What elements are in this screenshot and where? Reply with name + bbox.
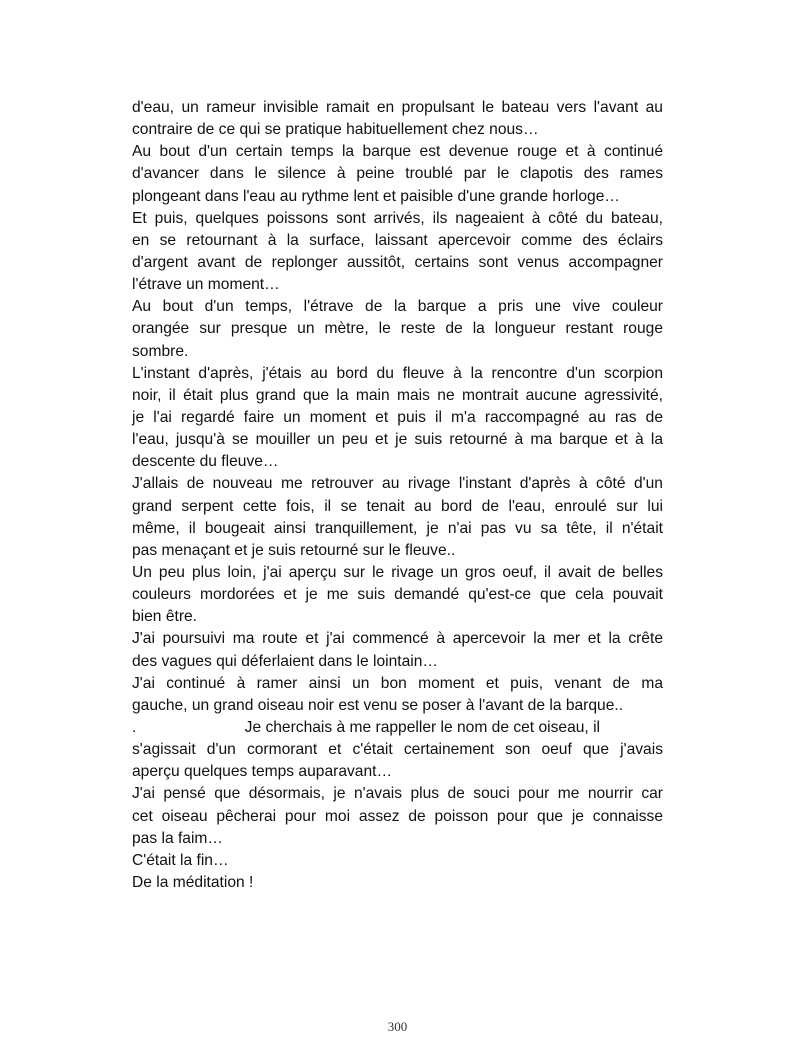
text-line: même, il bougeait ainsi tranquillement, je n'ai pas vu sa tête, il n'était [132, 519, 663, 537]
text-line: pas menaçant et je suis retourné sur le fleuve.. [132, 541, 456, 559]
text-line: l'eau, jusqu'à se mouiller un peu et je suis retourné à ma barque et à la [132, 431, 663, 449]
text-line: J'ai pensé que désormais, je n'avais plus de souci pour me nourrir car [132, 785, 663, 803]
text-line: d'argent avant de replonger aussitôt, certains sont venus accompagner [132, 253, 663, 271]
text-line: descente du fleuve… [132, 453, 279, 471]
text-line: s'agissait d'un cormorant et c'était certainement son oeuf que j'avais [132, 741, 663, 759]
text-line: . Je cherchais à me rappeller le nom de cet oiseau, il [132, 718, 601, 736]
text-line: sombre. [132, 342, 189, 360]
page-number: 300 [387, 1019, 408, 1034]
text-line: l'étrave un moment… [132, 276, 280, 294]
text-line: en se retournant à la surface, laissant apercevoir comme des éclairs [132, 231, 663, 249]
text-line: noir, il était plus grand que la main mais ne montrait aucune agressivité, [132, 386, 663, 404]
text-line: grand serpent cette fois, il se tenait au bord de l'eau, enroulé sur lui [132, 497, 663, 515]
text-line: plongeant dans l'eau au rythme lent et paisible d'une grande horloge… [132, 187, 620, 205]
body-text [132, 97, 663, 894]
text-line: Au bout d'un certain temps la barque est devenue rouge et à continué [132, 143, 663, 161]
text-line: L'instant d'après, j'étais au bord du fleuve à la rencontre d'un scorpion [132, 364, 663, 382]
text-line: contraire de ce qui se pratique habituellement chez nous… [132, 121, 539, 139]
text-line: pas la faim… [132, 829, 223, 847]
text-line: De la méditation ! [132, 873, 254, 891]
text-line: Un peu plus loin, j'ai aperçu sur le rivage un gros oeuf, il avait de belles [132, 563, 663, 581]
text-line: J'allais de nouveau me retrouver au rivage l'instant d'après à côté d'un [132, 475, 663, 493]
text-line: des vagues qui déferlaient dans le lointain… [132, 652, 439, 670]
text-line: aperçu quelques temps auparavant… [132, 763, 393, 781]
text-line: d'eau, un rameur invisible ramait en propulsant le bateau vers l'avant au [132, 99, 663, 116]
text-line: C'était la fin… [132, 851, 229, 869]
text-line: orangée sur presque un mètre, le reste de la longueur restant rouge [132, 320, 663, 338]
text-line: d'avancer dans le silence à peine troublé par le clapotis des rames [132, 165, 663, 183]
text-line: bien être. [132, 608, 198, 626]
text-line: J'ai continué à ramer ainsi un bon moment et puis, venant de ma [132, 674, 663, 692]
text-line: gauche, un grand oiseau noir est venu se poser à l'avant de la barque.. [132, 696, 624, 714]
text-line: Au bout d'un temps, l'étrave de la barque a pris une vive couleur [132, 298, 663, 316]
text-line: je l'ai regardé faire un moment et puis il m'a raccompagné au ras de [132, 408, 663, 426]
text-line: couleurs mordorées et je me suis demandé qu'est-ce que cela pouvait [132, 586, 663, 604]
text-line: J'ai poursuivi ma route et j'ai commencé à apercevoir la mer et la crête [132, 630, 663, 648]
text-line: Et puis, quelques poissons sont arrivés, ils nageaient à côté du bateau, [132, 209, 663, 227]
text-line: cet oiseau pêcherai pour moi assez de poisson pour que je connaisse [132, 807, 663, 825]
